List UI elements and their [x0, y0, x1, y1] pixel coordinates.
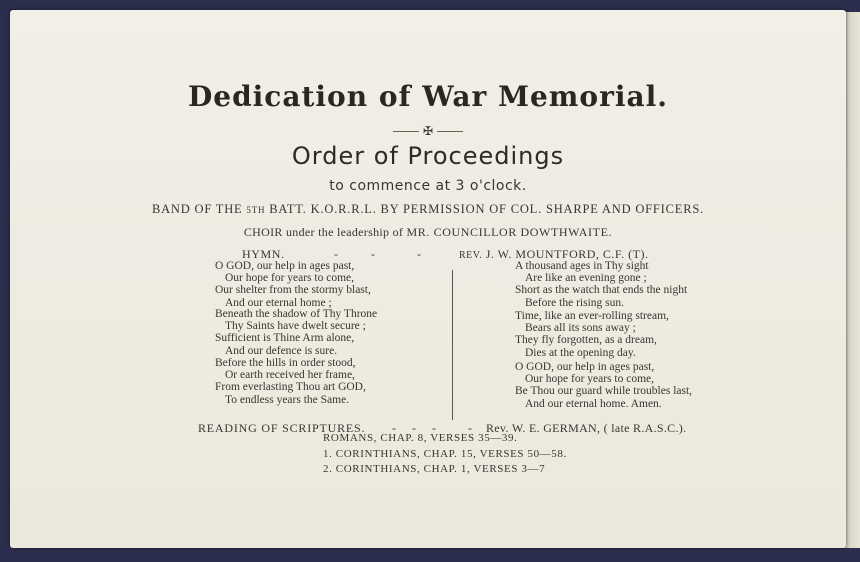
verse-line: From everlasting Thou art GOD, [215, 381, 366, 394]
verse-line: Be Thou our guard while troubles last, [515, 385, 693, 398]
verse-line: A thousand ages in Thy sight [515, 260, 649, 272]
programme-page [10, 10, 846, 548]
hymn-heading [10, 247, 846, 263]
verse-line: O GOD, our help in ages past, [215, 260, 355, 272]
leader-dash: - [392, 421, 396, 435]
leader-dash: - [417, 247, 421, 261]
band-prefix: BAND OF THE [151, 202, 247, 216]
leader-dash: - [432, 421, 436, 435]
verse-line: And our eternal home. Amen. [525, 397, 662, 410]
verse-line: Thy Saints have dwelt secure ; [225, 320, 366, 333]
band-rest: BATT. K.O.R.R.L. BY PERMISSION OF COL. SHARPE AND OFFICERS. [265, 202, 705, 216]
verse-line: Are like an evening gone ; [525, 272, 647, 285]
verse-line: Short as the watch that ends the night [515, 284, 688, 297]
verse-line: Our shelter from the stormy blast, [215, 284, 371, 297]
verse-line: Before the hills in order stood, [215, 357, 356, 369]
hymn-label: HYMN. [242, 247, 285, 261]
choir-prefix: CHOIR under the leadership of [243, 225, 407, 239]
ornament-rule-left [393, 131, 419, 132]
rev-abbr: Rev. [486, 421, 509, 435]
verse-line: And our eternal home ; [225, 296, 332, 309]
verse-line: Time, like an ever-rolling stream, [515, 310, 669, 322]
hymn-minister: REV. J. W. MOUNTFORD, C.F. (T). [459, 247, 649, 261]
verse-line: Sufficient is Thine Arm alone, [215, 332, 355, 345]
scripture-reference: 2. CORINTHIANS, CHAP. 1, VERSES 3—7 [323, 463, 546, 475]
verse-line: They fly forgotten, as a dream, [515, 334, 657, 347]
reading-minister: Rev. W. E. GERMAN, ( late R.A.S.C.). [486, 421, 687, 435]
verse-line: Or earth received her frame, [225, 369, 355, 382]
hymn-verse [215, 357, 366, 406]
leader-dash: - [371, 247, 375, 261]
hymn-verse [215, 308, 377, 357]
column-divider [452, 270, 453, 420]
reading-label: READING OF SCRIPTURES. [198, 421, 366, 435]
leader-dash: - [334, 247, 338, 261]
verse-line: Bears all its sons away ; [525, 322, 636, 335]
scripture-reference: ROMANS, CHAP. 8, VERSES 35—39. [323, 432, 518, 444]
hymn-verse [515, 260, 687, 309]
leader-dash: - [412, 421, 416, 435]
rev-abbr: REV. [459, 250, 483, 261]
ornament-rule-right [437, 131, 463, 132]
order-of-proceedings-heading: Order of Proceedings [291, 142, 565, 170]
verse-line: To endless years the Same. [225, 393, 350, 406]
hymn-verse [515, 361, 692, 410]
verse-line: O GOD, our help in ages past, [515, 361, 655, 373]
page-title: Dedication of War Memorial. [187, 80, 668, 113]
hymn-verse [515, 310, 669, 359]
leader-dash: - [468, 421, 472, 435]
verse-line: Before the rising sun. [525, 296, 625, 309]
choir-line [10, 225, 846, 240]
verse-line: Our hope for years to come, [225, 272, 355, 285]
scripture-reference: 1. CORINTHIANS, CHAP. 15, VERSES 50—58. [323, 448, 567, 460]
verse-line: Beneath the shadow of Thy Throne [215, 308, 378, 320]
verse-line: Our hope for years to come, [525, 373, 655, 386]
hymn-verse [215, 260, 371, 309]
verse-line: Dies at the opening day. [525, 346, 636, 359]
commence-time: to commence at 3 o'clock. [329, 178, 527, 194]
verse-line: And our defence is sure. [225, 344, 338, 357]
choir-leader: MR. COUNCILLOR DOWTHWAITE. [406, 225, 613, 239]
band-line [10, 202, 846, 217]
ornament-divider [10, 122, 846, 140]
band-battalion-number: 5TH [246, 205, 266, 215]
cross-icon: ✠ [422, 123, 434, 138]
